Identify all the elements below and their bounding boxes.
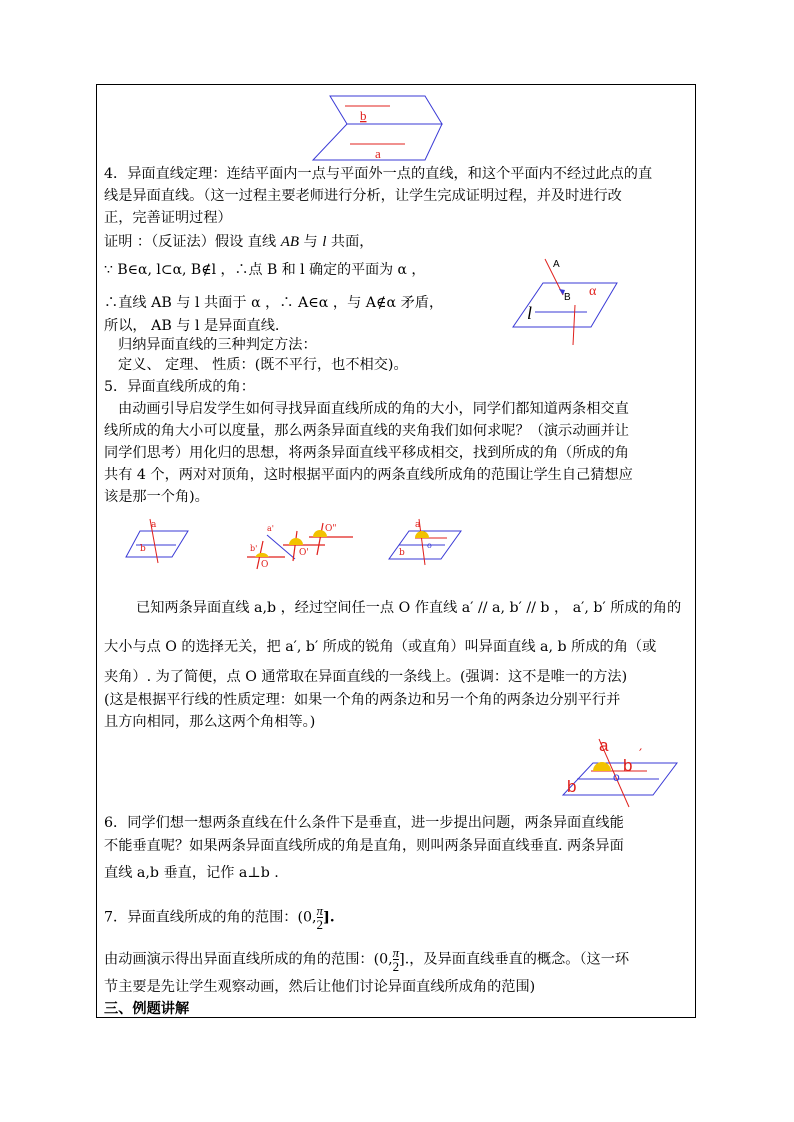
fig4-b-upper: b <box>623 756 633 775</box>
s4-line2: 线是异面直线。（这一过程主要老师进行分析，让学生完成证明过程，并及时进行改 <box>104 188 622 204</box>
fig2-o2: O' <box>299 548 309 558</box>
s5-para-3: 同学们思考）用化归的思想，将两条异面直线平移成相交，找到所成的角（所成的角 <box>104 445 629 461</box>
fig2-o1: O <box>261 560 269 570</box>
def-line4: (这是根据平行线的性质定理：如果一个角的两条边和另一个角的两条边分别平行并 <box>104 692 621 708</box>
pi-over-2: $\frac{\pi}{2}$ <box>316 903 324 932</box>
fig3-o: o <box>427 541 432 550</box>
def-line5: 且方向相同，那么这两个角相等。) <box>104 714 316 730</box>
s5-para-1: 由动画引导启发学生如何寻找异面直线所成的角的大小，同学们都知道两条相交直 <box>118 401 629 417</box>
fig-top-label-a: a <box>375 146 381 161</box>
skew-lines-angle-figure <box>555 735 680 810</box>
methods-line: 定义、 定理、 性质：(既不平行，也不相交)。 <box>118 357 408 373</box>
s5-para-5: 该是那一个角)。 <box>104 489 209 505</box>
fig2-b1: b' <box>250 544 258 553</box>
fig2-o3: O" <box>325 524 337 534</box>
s6-line3: 直线 a,b 垂直，记作 a⊥b . <box>104 865 279 881</box>
s7-line3: 节主要是先让学生观察动画，然后让他们讨论异面直线所成角的范围) <box>104 979 536 995</box>
fig-label-A: A <box>553 259 560 270</box>
fig-label-l: l <box>527 303 533 323</box>
s7-line2: 由动画演示得出异面直线所成的角的范围：(0, $\frac{\pi}{2}$ ].，及异面直线垂直的概念。（这一环 <box>104 945 630 974</box>
dihedral-planes-figure <box>305 92 445 164</box>
s5-title: 5．异面直线所成的角： <box>104 379 255 395</box>
s5-para-4: 共有 4 个，两对对顶角，这时根据平面内的两条直线所成角的范围让学生自己猜想应 <box>104 467 633 483</box>
plane-alpha-figure <box>505 255 625 350</box>
def-line2: 大小与点 O 的选择无关，把 a′, b′ 所成的锐角（或直角）叫异面直线 a, b 所成的角（或 <box>104 639 657 655</box>
fig1-b: b <box>140 544 146 554</box>
proof-line3: 所以， AB 与 l 是异面直线. <box>104 318 280 334</box>
skew-lines-figure-3 <box>385 515 465 567</box>
s7-line1: 7．异面直线所成的角的范围：(0, $\frac{\pi}{2}$ ]. <box>104 903 335 932</box>
summary-line: 归纳异面直线的三种判定方法： <box>118 337 317 353</box>
fig-label-alpha: α <box>589 284 597 299</box>
def-line3: 夹角）. 为了简便，点 O 通常取在异面直线的一条线上。(强调：这不是唯一的方法) <box>104 669 628 685</box>
skew-lines-figure-1 <box>122 515 192 565</box>
s6-line2: 不能垂直呢？如果两条异面直线所成的角是直角，则叫两条异面直线垂直. 两条异面 <box>104 838 624 854</box>
fig-top-label-b: b <box>360 108 367 123</box>
pi-over-2-inline: $\frac{\pi}{2}$ <box>392 945 400 974</box>
s5-para-2: 线所成的角大小可以度量，那么两条异面直线的夹角我们如何求呢？（演示动画并让 <box>104 423 629 439</box>
s4-line3: 正，完善证明过程） <box>104 210 232 226</box>
fig4-o: o <box>613 770 620 784</box>
fig4-tick: ′ <box>639 747 643 763</box>
s4-line1: 4．异面直线定理：连结平面内一点与平面外一点的直线，和这个平面内不经过此点的直 <box>104 166 653 182</box>
s6-line1: 6．同学们想一想两条直线在什么条件下是垂直，进一步提出问题，两条异面直线能 <box>104 815 624 831</box>
fig3-a: a <box>415 520 421 530</box>
fig-label-B: B <box>564 292 571 303</box>
fig4-a: a <box>599 736 609 755</box>
section-3-title: 三、例题讲解 <box>104 1001 190 1017</box>
fig3-b: b <box>399 548 405 558</box>
fig4-b-lower: b <box>567 777 577 796</box>
translation-angles-figure <box>245 515 355 570</box>
proof-line2: ∴直线 AB 与 l 共面于 α ，∴ A∈α ，与 A∉α 矛盾， <box>104 295 444 311</box>
proof-head: 证明 ：（反证法）假设 直线 AB 与 l 共面， <box>104 234 374 250</box>
def-line1: 已知两条异面直线 a,b ，经过空间任一点 O 作直线 a′ // a, b′ // b ， a′, b′ 所成的角的 <box>136 600 682 616</box>
fig1-a: a <box>151 520 157 530</box>
fig2-a1: a' <box>267 524 274 533</box>
proof-line1: ∵ B∈α, l⊂α, B∉l ，∴点 B 和 l 确定的平面为 α ， <box>104 262 426 278</box>
